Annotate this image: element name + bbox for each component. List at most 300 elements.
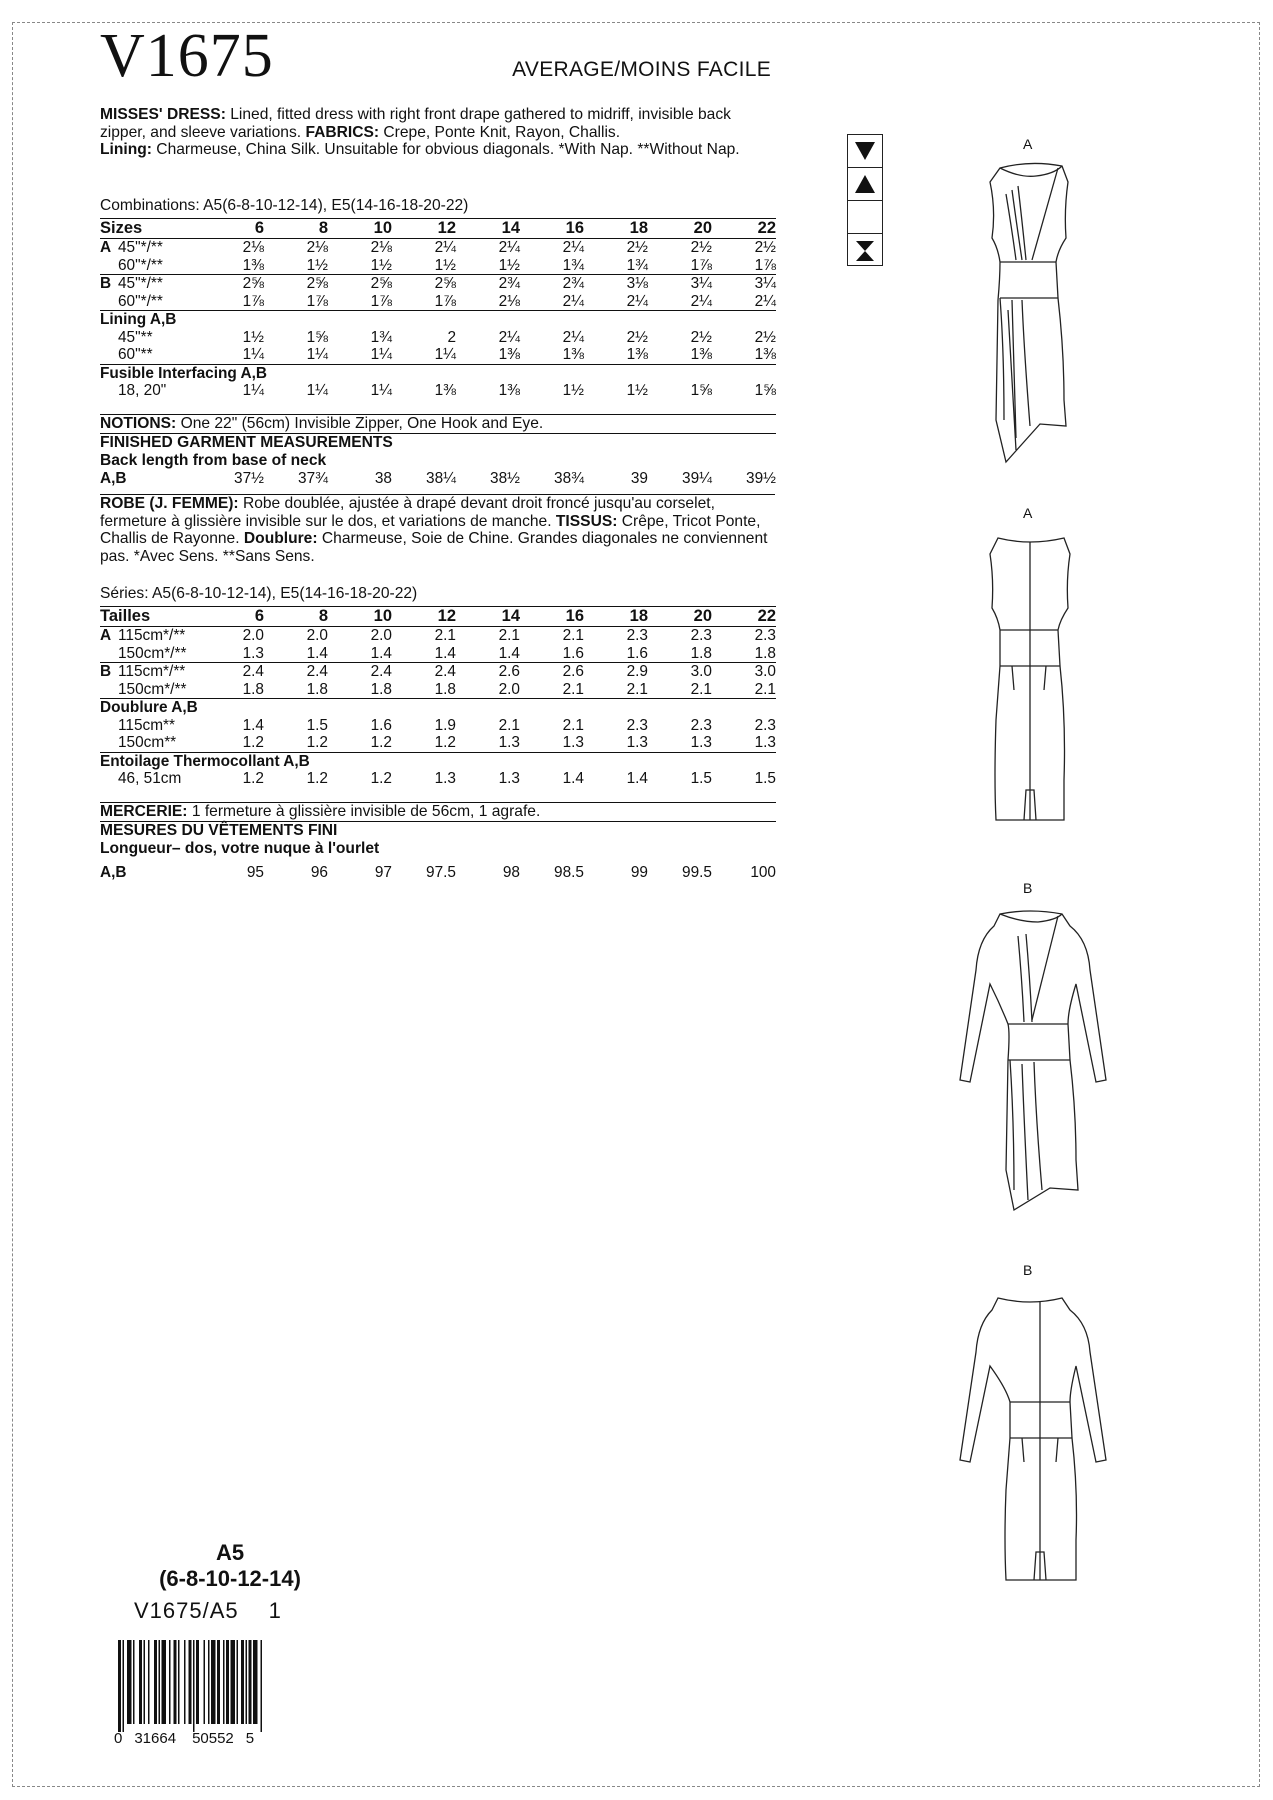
yardage-value: 2⅝ (370, 275, 392, 292)
yardage-value: 1¼ (328, 346, 392, 364)
yardage-value: 3.0 (690, 663, 712, 680)
size-20: 20 (648, 607, 712, 627)
pattern-number: V1675 (100, 22, 274, 90)
yardage-value: 2¾ (562, 275, 584, 292)
yardage-value: 1.8 (712, 645, 776, 663)
barcode-bar (208, 1640, 210, 1724)
yardage-value: 2¾ (498, 275, 520, 292)
english-fgm-title: FINISHED GARMENT MEASUREMENTS (100, 434, 393, 451)
yardage-value: 2⅛ (370, 239, 392, 256)
yardage-value: 2.1 (712, 681, 776, 699)
fabric-width: 60"** (118, 346, 153, 363)
yardage-value: 1⅞ (264, 293, 328, 311)
notions-lead: MERCERIE: (100, 803, 188, 820)
sizes-header-row (100, 607, 776, 627)
desc-text: Lined, fitted dress with right front drape gathered to midriff, invisible back zipper, and sleeve variations. (100, 106, 731, 141)
yardage-value: 1⅞ (328, 293, 392, 311)
yardage-value: 3⅛ (626, 275, 648, 292)
yardage-value: 1.3 (712, 734, 776, 752)
yardage-value: 2⅝ (242, 275, 264, 292)
yardage-value: 1.6 (584, 645, 648, 663)
lining-row (100, 717, 776, 735)
view-letter: B (100, 275, 112, 292)
nap-direction-box (847, 134, 883, 266)
barcode-bar (217, 1640, 220, 1724)
barcode-bar (249, 1640, 252, 1724)
desc-lead: ROBE (J. FEMME): (100, 495, 239, 512)
yardage-value: 1.8 (392, 681, 456, 699)
fgm-value: 39½ (746, 470, 776, 487)
arrow-up-icon (848, 168, 882, 201)
fabric-width: 60"*/** (118, 292, 163, 310)
difficulty-label: AVERAGE/MOINS FACILE (512, 58, 771, 81)
fgm-value: 95 (246, 864, 264, 881)
row-label (100, 275, 200, 293)
yardage-row (100, 275, 776, 293)
french-notions (100, 802, 776, 822)
fabrics-text: Crepe, Ponte Knit, Rayon, Challis. (379, 123, 621, 141)
yardage-value: 1.8 (264, 681, 328, 699)
fabric-width: 45"** (118, 328, 153, 346)
fgm-value: 37½ (234, 470, 264, 487)
fabric-width: 115cm*/** (118, 663, 186, 680)
yardage-row (100, 239, 776, 257)
fabric-width: 60"*/** (118, 256, 163, 274)
yardage-value: 1⅝ (306, 328, 328, 346)
interfacing-section-title: Fusible Interfacing A,B (100, 364, 268, 382)
yardage-value: 1.4 (328, 645, 392, 663)
yardage-value: 2.0 (456, 681, 520, 699)
yardage-value: 1⅜ (648, 346, 712, 364)
barcode-bar (226, 1640, 229, 1724)
yardage-value: 1⅝ (754, 382, 776, 399)
fabric-width: 150cm*/** (118, 680, 187, 698)
lining-section-title: Lining A,B (100, 311, 177, 328)
yardage-value: 1.3 (456, 734, 520, 752)
yardage-value: 2.1 (498, 716, 520, 734)
french-yardage-table (100, 606, 776, 788)
pattern-code-text: V1675/A5 (134, 1598, 239, 1623)
yardage-value: 2.4 (370, 663, 392, 680)
barcode-bar (204, 1640, 206, 1724)
barcode-bar (127, 1640, 132, 1724)
yardage-value: 2¼ (498, 239, 520, 256)
yardage-value: 1.6 (520, 645, 584, 663)
lining-row (100, 329, 776, 347)
barcode-bar (246, 1640, 248, 1724)
row-label (100, 329, 200, 347)
yardage-value: 2½ (626, 239, 648, 256)
barcode-bar (123, 1640, 125, 1732)
size-6: 6 (200, 607, 264, 627)
barcode-bar (133, 1640, 135, 1724)
lining-text: Charmeuse, China Silk. Unsuitable for obvious diagonals. *With Nap. **Without Nap. (151, 141, 740, 159)
notions-text: 1 fermeture à glissière invisible de 56cm, 1 agrafe. (187, 803, 541, 820)
row-label (100, 770, 200, 788)
yardage-value: 2½ (690, 239, 712, 256)
yardage-value: 3.0 (754, 663, 776, 680)
barcode-bar (189, 1640, 192, 1724)
row-label (100, 382, 200, 400)
yardage-value: 1.8 (328, 681, 392, 699)
view-letter: B (100, 663, 112, 680)
empty-cell (848, 201, 882, 234)
row-label (100, 293, 200, 311)
view-a-front-label: A (1023, 136, 1033, 152)
row-label (100, 627, 200, 645)
view-b-back-label: B (1023, 1262, 1033, 1278)
yardage-value: 2¼ (520, 293, 584, 311)
yardage-value: 2.1 (562, 627, 584, 644)
sizes-header-row (100, 219, 776, 239)
combinations: Combinations: A5(6-8-10-12-14), E5(14-16-18-20-22) (100, 197, 469, 214)
yardage-value: 1½ (264, 257, 328, 275)
row-label (100, 257, 200, 275)
yardage-value: 2½ (626, 328, 648, 346)
fabric-width: 115cm** (118, 716, 176, 734)
yardage-value: 2.3 (754, 627, 776, 644)
row-label (100, 239, 200, 257)
fabric-width: 45"*/** (118, 275, 163, 292)
yardage-row (100, 681, 776, 699)
fgm-value: 37¾ (298, 470, 328, 487)
yardage-value: 1⅜ (498, 382, 520, 399)
barcode-digits-group2: 50552 (192, 1730, 234, 1747)
fgm-value: 38 (374, 470, 392, 487)
yardage-value: 1¼ (370, 382, 392, 399)
size-10: 10 (328, 607, 392, 627)
yardage-value: 1.8 (200, 681, 264, 699)
barcode-bar (253, 1640, 258, 1724)
yardage-value: 1⅞ (648, 257, 712, 275)
fgm-value: 38½ (490, 470, 520, 487)
yardage-value: 2.4 (242, 663, 264, 680)
barcode-digit-left: 0 (114, 1730, 123, 1747)
yardage-value: 2.3 (690, 716, 712, 734)
yardage-value: 3¼ (754, 275, 776, 292)
yardage-value: 2¼ (562, 328, 584, 346)
yardage-value: 1½ (392, 257, 456, 275)
yardage-row (100, 293, 776, 311)
yardage-value: 1.3 (648, 734, 712, 752)
arrow-down-icon (848, 135, 882, 168)
size-8: 8 (264, 219, 328, 239)
barcode-bar (241, 1640, 244, 1724)
yardage-value: 1⅜ (200, 257, 264, 275)
yardage-row (100, 257, 776, 275)
yardage-value: 2⅛ (456, 293, 520, 311)
barcode-bar (211, 1640, 216, 1724)
size-14: 14 (456, 607, 520, 627)
yardage-value: 2.6 (498, 663, 520, 680)
yardage-value: 1¼ (200, 346, 264, 364)
yardage-value: 1.2 (370, 770, 392, 787)
barcode-bar (196, 1640, 199, 1724)
yardage-value: 1¾ (520, 257, 584, 275)
row-label (100, 346, 200, 364)
barcode-bar (184, 1640, 186, 1724)
sizes-label: Tailles (100, 607, 200, 627)
yardage-value: 2.1 (562, 716, 584, 734)
yardage-value: 1½ (328, 257, 392, 275)
yardage-value: 1.2 (200, 734, 264, 752)
barcode-bar (162, 1640, 167, 1724)
yardage-value: 1½ (456, 257, 520, 275)
fgm-label: A,B (100, 864, 127, 881)
lining-row (100, 346, 776, 364)
yardage-value: 2.3 (626, 716, 648, 734)
yardage-value: 1.5 (754, 770, 776, 787)
barcode-bar (223, 1640, 225, 1724)
size-8: 8 (264, 607, 328, 627)
yardage-value: 2¼ (434, 239, 456, 256)
yardage-value: 1¼ (264, 346, 328, 364)
row-label (100, 663, 200, 681)
fgm-value: 99.5 (682, 864, 712, 881)
yardage-value: 1.3 (498, 770, 520, 787)
yardage-value: 1⅜ (584, 346, 648, 364)
size-18: 18 (584, 219, 648, 239)
fgm-value: 96 (310, 864, 328, 881)
size-16: 16 (520, 219, 584, 239)
english-fgm-subtitle: Back length from base of neck (100, 452, 327, 469)
yardage-value: 2.4 (434, 663, 456, 680)
english-description (100, 106, 775, 159)
yardage-value: 2¼ (498, 328, 520, 346)
row-label (100, 734, 200, 752)
dress-b-front-illustration (920, 900, 1120, 1225)
fgm-label: A,B (100, 470, 127, 487)
size-range-block (130, 1540, 330, 1592)
yardage-value: 3¼ (690, 275, 712, 292)
fabric-width: 45"*/** (118, 239, 163, 256)
fabric-width: 150cm** (118, 734, 177, 751)
lining-row (100, 734, 776, 752)
row-label (100, 645, 200, 663)
yardage-value: 1.2 (328, 734, 392, 752)
barcode-digits (114, 1730, 254, 1747)
yardage-value: 1.3 (584, 734, 648, 752)
dress-b-back-illustration (920, 1280, 1120, 1605)
yardage-value: 2.3 (626, 627, 648, 644)
yardage-value: 1.4 (392, 645, 456, 663)
lining-lead: Lining: (100, 141, 152, 159)
yardage-value: 1.4 (562, 770, 584, 787)
desc-text: Robe doublée, ajustée à drapé devant droit froncé jusqu'au corselet, fermeture à glissière invisible sur le dos, et variations de manche. (100, 495, 715, 530)
yardage-value: 1⅞ (712, 257, 776, 275)
english-yardage-table (100, 218, 776, 400)
yardage-row (100, 627, 776, 645)
fabrics-lead: TISSUS: (555, 512, 618, 530)
barcode-bar (261, 1640, 263, 1732)
desc-lead: MISSES' DRESS: (100, 106, 226, 123)
barcode-bar (154, 1640, 157, 1724)
series: Séries: A5(6-8-10-12-14), E5(14-16-18-20-22) (100, 585, 418, 602)
size-code: A5 (215, 1540, 245, 1565)
interfacing-row (100, 770, 776, 788)
fabric-width: 150cm*/** (118, 644, 187, 662)
yardage-value: 2¼ (712, 293, 776, 311)
fgm-value: 97 (374, 864, 392, 881)
size-14: 14 (456, 219, 520, 239)
interfacing-section-row (100, 752, 776, 770)
fgm-value: 38¼ (426, 470, 456, 487)
yardage-value: 2.6 (562, 663, 584, 680)
barcode-bar (139, 1640, 142, 1724)
barcode-bar (148, 1640, 150, 1724)
yardage-value: 1⅜ (712, 346, 776, 364)
yardage-row (100, 645, 776, 663)
yardage-value: 1⅝ (690, 382, 712, 399)
interfacing-section-title: Entoilage Thermocollant A,B (100, 752, 310, 770)
yardage-value: 1½ (626, 382, 648, 399)
interfacing-section-row (100, 364, 776, 382)
english-notions (100, 414, 776, 434)
fabrics-text: Crêpe, Tricot Ponte, Challis de Rayonne. (100, 512, 761, 548)
fgm-value: 39 (630, 470, 648, 487)
yardage-value: 2.1 (584, 681, 648, 699)
yardage-value: 1.3 (434, 770, 456, 787)
size-18: 18 (584, 607, 648, 627)
fgm-value: 38¾ (554, 470, 584, 487)
yardage-value: 2.0 (370, 627, 392, 644)
yardage-value: 1¼ (306, 382, 328, 399)
yardage-value: 1⅜ (520, 346, 584, 364)
yardage-value: 1⅜ (456, 346, 520, 364)
size-22: 22 (712, 219, 776, 239)
yardage-value: 2⅛ (242, 239, 264, 256)
french-description (100, 494, 775, 565)
interfacing-row (100, 382, 776, 400)
hourglass-icon (848, 234, 882, 267)
fgm-value: 99 (630, 864, 648, 881)
fgm-value: 98 (502, 864, 520, 881)
barcode-digits-group1: 31664 (134, 1730, 177, 1747)
barcode-bar (237, 1640, 239, 1724)
yardage-value: 2.1 (520, 681, 584, 699)
pattern-code (134, 1598, 282, 1624)
row-label (100, 681, 200, 699)
pattern-code-number: 1 (268, 1598, 282, 1623)
yardage-value: 2¼ (648, 293, 712, 311)
size-22: 22 (712, 607, 776, 627)
yardage-value: 1.6 (370, 716, 392, 734)
fgm-value: 97.5 (426, 864, 456, 881)
view-letter: A (100, 239, 112, 256)
yardage-value: 2½ (754, 239, 776, 256)
yardage-value: 1.3 (200, 645, 264, 663)
size-12: 12 (392, 607, 456, 627)
fabrics-lead: FABRICS: (305, 123, 380, 141)
yardage-value: 2.0 (306, 627, 328, 644)
fabric-width: 115cm*/** (118, 627, 186, 644)
size-6: 6 (200, 219, 264, 239)
yardage-value: 2¼ (562, 239, 584, 256)
yardage-value: 2¼ (584, 293, 648, 311)
notions-text: One 22" (56cm) Invisible Zipper, One Hook and Eye. (176, 415, 544, 432)
yardage-value: 2.4 (306, 663, 328, 680)
yardage-value: 1⅞ (200, 293, 264, 311)
yardage-value: 2.0 (242, 627, 264, 644)
view-letter: A (100, 627, 112, 644)
lining-section-title: Doublure A,B (100, 699, 198, 716)
yardage-value: 1.2 (242, 770, 264, 787)
yardage-value: 2.3 (754, 716, 776, 734)
yardage-value: 1.2 (392, 734, 456, 752)
fabric-width: 18, 20" (118, 382, 167, 399)
view-b-front-label: B (1023, 880, 1033, 896)
barcode-bar (169, 1640, 171, 1724)
size-12: 12 (392, 219, 456, 239)
size-16: 16 (520, 607, 584, 627)
yardage-value: 1⅜ (434, 382, 456, 399)
size-range: (6-8-10-12-14) (159, 1566, 301, 1591)
view-a-back-label: A (1023, 505, 1033, 521)
barcode-bar (159, 1640, 161, 1724)
sizes-label: Sizes (100, 219, 200, 239)
barcode-icon (118, 1640, 304, 1732)
yardage-value: 2½ (690, 328, 712, 346)
fgm-value: 39¼ (682, 470, 712, 487)
lining-section-row (100, 699, 776, 717)
yardage-value: 2⅛ (306, 239, 328, 256)
row-label (100, 717, 200, 735)
size-20: 20 (648, 219, 712, 239)
yardage-value: 1.9 (434, 716, 456, 734)
yardage-value: 1.2 (306, 770, 328, 787)
barcode-bar (118, 1640, 121, 1732)
yardage-value: 1⅞ (392, 293, 456, 311)
yardage-value: 1.8 (648, 645, 712, 663)
french-fgm-title: MESURES DU VÊTEMENTS FINI (100, 822, 338, 839)
yardage-value: 1¼ (242, 382, 264, 399)
lining-text: Charmeuse, Soie de Chine. Grandes diagonales ne conviennent pas. *Avec Sens. **Sans Sens. (100, 530, 768, 565)
fgm-value: 98.5 (554, 864, 584, 881)
yardage-value: 2 (447, 328, 456, 346)
barcode-bar (231, 1640, 236, 1724)
yardage-value: 1.4 (242, 716, 264, 734)
fabric-width: 46, 51cm (118, 770, 182, 787)
barcode-bar (174, 1640, 177, 1724)
yardage-value: 1.3 (520, 734, 584, 752)
yardage-value: 1.5 (690, 770, 712, 787)
yardage-value: 2.9 (626, 663, 648, 680)
fgm-value: 100 (750, 864, 776, 881)
yardage-row (100, 663, 776, 681)
yardage-value: 1.5 (306, 716, 328, 734)
yardage-value: 2.1 (434, 627, 456, 644)
yardage-value: 1.2 (264, 734, 328, 752)
yardage-value: 1.4 (264, 645, 328, 663)
notions-lead: NOTIONS: (100, 415, 177, 432)
barcode-bar (193, 1640, 195, 1732)
lining-lead: Doublure: (243, 530, 318, 548)
yardage-value: 1½ (562, 382, 584, 399)
dress-a-back-illustration (960, 520, 1100, 845)
dress-a-front-illustration (960, 150, 1100, 475)
yardage-value: 2.1 (648, 681, 712, 699)
barcode-bar (178, 1640, 180, 1724)
yardage-value: 2.1 (498, 627, 520, 644)
yardage-value: 1¾ (584, 257, 648, 275)
yardage-value: 2⅝ (306, 275, 328, 292)
yardage-value: 1¾ (370, 328, 392, 346)
yardage-value: 2⅝ (434, 275, 456, 292)
yardage-value: 2½ (754, 328, 776, 346)
lining-section-row (100, 311, 776, 329)
barcode-digit-right: 5 (245, 1730, 255, 1747)
yardage-value: 1½ (242, 328, 264, 346)
